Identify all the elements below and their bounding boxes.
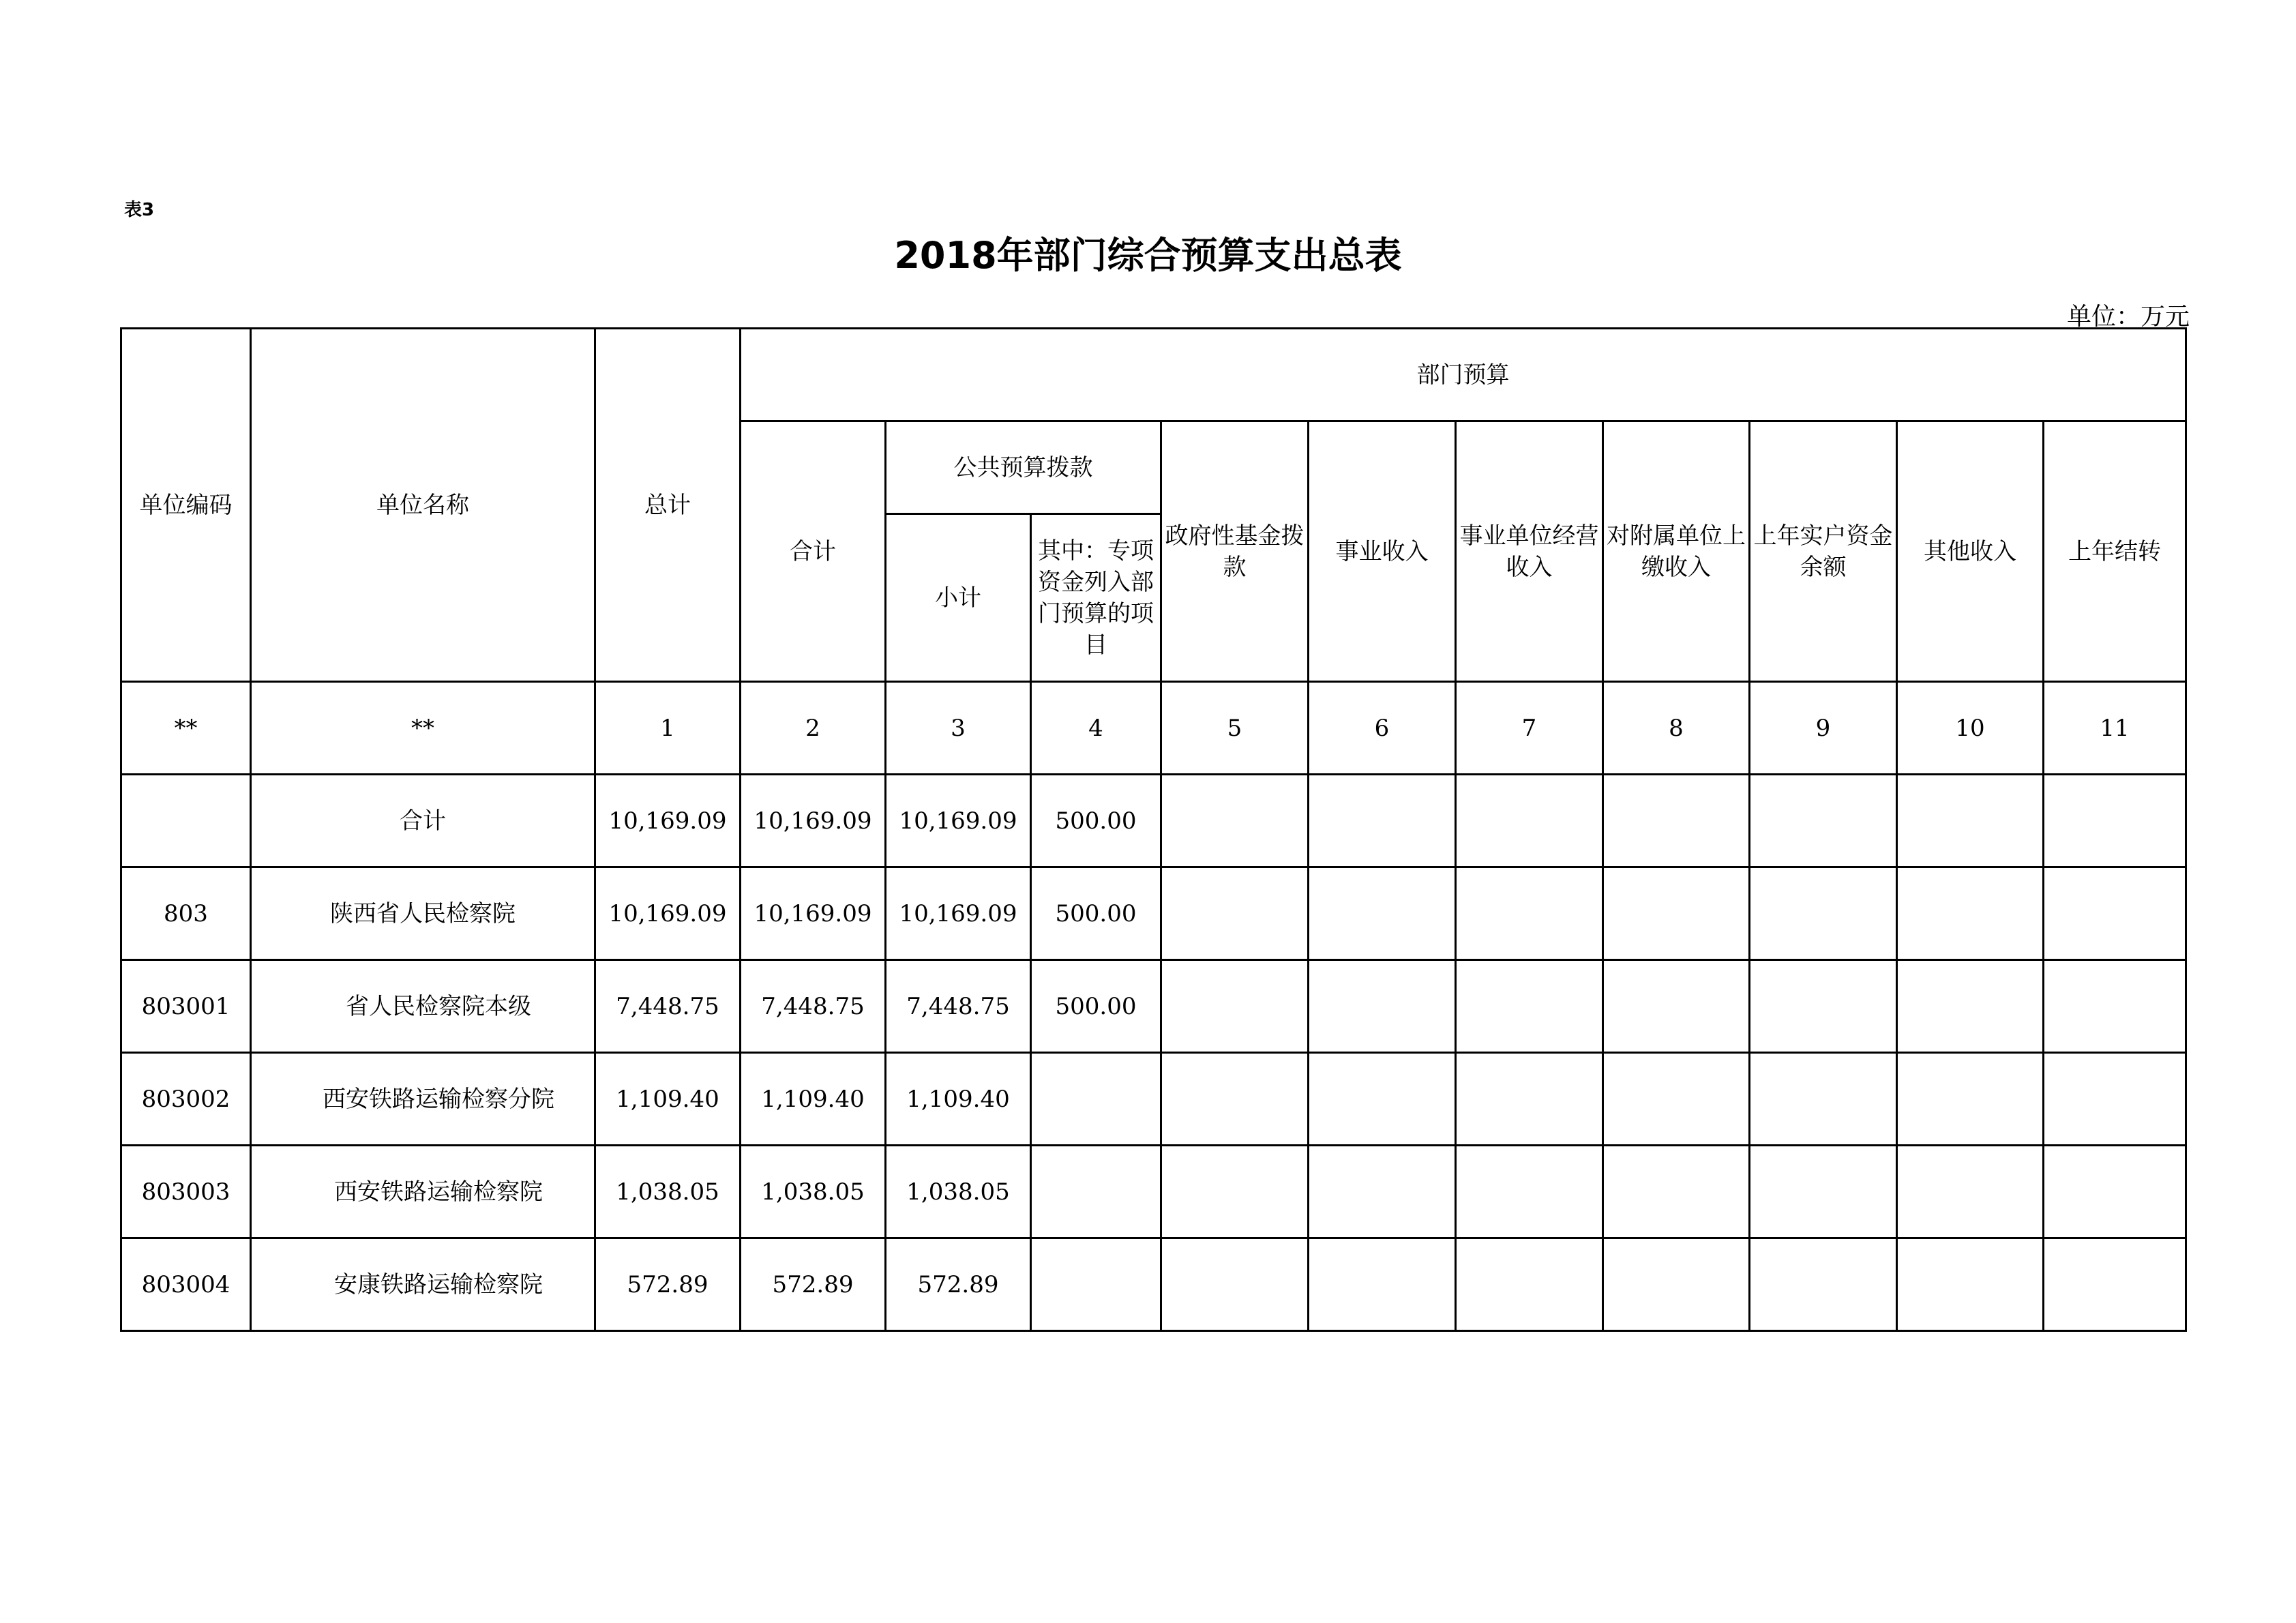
empty-cell <box>1897 1053 2044 1146</box>
header-other-income: 其他收入 <box>1897 421 2044 682</box>
empty-cell <box>1603 1238 1750 1331</box>
table-row <box>121 1238 2186 1331</box>
empty-cell <box>1309 775 1456 867</box>
empty-cell <box>1161 1238 1309 1331</box>
header-affiliated-income: 对附属单位上缴收入 <box>1603 421 1750 682</box>
small-total-value: 1,109.40 <box>886 1053 1031 1146</box>
header-carryover: 上年结转 <box>2044 421 2186 682</box>
header-subtotal: 合计 <box>741 421 886 682</box>
special-value: 500.00 <box>1031 775 1161 867</box>
unit-code: 803003 <box>121 1146 251 1238</box>
unit-name: 陕西省人民检察院 <box>251 867 595 960</box>
empty-cell <box>2044 960 2186 1053</box>
unit-code: 803001 <box>121 960 251 1053</box>
index-row <box>121 682 2186 775</box>
special-value: 500.00 <box>1031 960 1161 1053</box>
header-special-note: 其中：专项资金列入部门预算的项目 <box>1031 514 1161 682</box>
empty-cell <box>1603 1146 1750 1238</box>
table-row <box>121 1146 2186 1238</box>
header-small-total: 小计 <box>886 514 1031 682</box>
empty-cell <box>2044 1146 2186 1238</box>
empty-cell <box>1897 1238 2044 1331</box>
index-cell: 6 <box>1309 682 1456 775</box>
table-row <box>121 1053 2186 1146</box>
unit-name: 西安铁路运输检察分院 <box>251 1053 595 1146</box>
empty-cell <box>1309 1238 1456 1331</box>
empty-cell <box>1750 1146 1897 1238</box>
empty-cell <box>1897 775 2044 867</box>
empty-cell <box>1897 867 2044 960</box>
total-value: 1,038.05 <box>595 1146 741 1238</box>
empty-cell <box>2044 775 2186 867</box>
empty-cell <box>1161 1053 1309 1146</box>
total-value: 10,169.09 <box>595 867 741 960</box>
unit-code <box>121 775 251 867</box>
special-value <box>1031 1146 1161 1238</box>
header-row-1 <box>121 329 2186 421</box>
small-total-value: 1,038.05 <box>886 1146 1031 1238</box>
budget-table <box>120 327 2187 1332</box>
empty-cell <box>1456 1053 1603 1146</box>
unit-name: 安康铁路运输检察院 <box>251 1238 595 1331</box>
subtotal-value: 1,109.40 <box>741 1053 886 1146</box>
header-code: 单位编码 <box>121 329 251 682</box>
empty-cell <box>1603 867 1750 960</box>
table-label: 表3 <box>124 200 155 220</box>
empty-cell <box>1309 867 1456 960</box>
header-operating-income: 事业单位经营收入 <box>1456 421 1603 682</box>
unit-code: 803 <box>121 867 251 960</box>
empty-cell <box>1897 960 2044 1053</box>
index-cell: 3 <box>886 682 1031 775</box>
header-business-income: 事业收入 <box>1309 421 1456 682</box>
index-cell: 5 <box>1161 682 1309 775</box>
empty-cell <box>1603 775 1750 867</box>
table-row <box>121 775 2186 867</box>
index-cell: 8 <box>1603 682 1750 775</box>
total-value: 10,169.09 <box>595 775 741 867</box>
subtotal-value: 7,448.75 <box>741 960 886 1053</box>
subtotal-value: 1,038.05 <box>741 1146 886 1238</box>
unit-name: 合计 <box>251 775 595 867</box>
empty-cell <box>1750 775 1897 867</box>
index-cell: 10 <box>1897 682 2044 775</box>
empty-cell <box>1456 867 1603 960</box>
empty-cell <box>1750 1053 1897 1146</box>
table-row <box>121 960 2186 1053</box>
index-cell: ** <box>121 682 251 775</box>
page-title: 2018年部门综合预算支出总表 <box>894 234 1402 277</box>
header-gov-fund: 政府性基金拨款 <box>1161 421 1309 682</box>
empty-cell <box>2044 1053 2186 1146</box>
empty-cell <box>1750 867 1897 960</box>
index-cell: ** <box>251 682 595 775</box>
small-total-value: 572.89 <box>886 1238 1031 1331</box>
unit-label: 单位：万元 <box>2066 303 2190 331</box>
header-prev-balance: 上年实户资金余额 <box>1750 421 1897 682</box>
empty-cell <box>1603 960 1750 1053</box>
index-cell: 9 <box>1750 682 1897 775</box>
empty-cell <box>1161 867 1309 960</box>
empty-cell <box>1456 960 1603 1053</box>
empty-cell <box>1456 1146 1603 1238</box>
index-cell: 7 <box>1456 682 1603 775</box>
small-total-value: 10,169.09 <box>886 867 1031 960</box>
empty-cell <box>1161 1146 1309 1238</box>
empty-cell <box>2044 1238 2186 1331</box>
index-cell: 11 <box>2044 682 2186 775</box>
special-value <box>1031 1238 1161 1331</box>
subtotal-value: 10,169.09 <box>741 867 886 960</box>
empty-cell <box>1309 1146 1456 1238</box>
empty-cell <box>1897 1146 2044 1238</box>
empty-cell <box>1456 1238 1603 1331</box>
header-total: 总计 <box>595 329 741 682</box>
small-total-value: 10,169.09 <box>886 775 1031 867</box>
unit-code: 803002 <box>121 1053 251 1146</box>
empty-cell <box>1456 775 1603 867</box>
subtotal-value: 572.89 <box>741 1238 886 1331</box>
empty-cell <box>1309 1053 1456 1146</box>
subtotal-value: 10,169.09 <box>741 775 886 867</box>
empty-cell <box>1603 1053 1750 1146</box>
index-cell: 1 <box>595 682 741 775</box>
total-value: 7,448.75 <box>595 960 741 1053</box>
header-public-budget: 公共预算拨款 <box>886 421 1161 514</box>
special-value: 500.00 <box>1031 867 1161 960</box>
total-value: 1,109.40 <box>595 1053 741 1146</box>
index-cell: 4 <box>1031 682 1161 775</box>
empty-cell <box>1750 1238 1897 1331</box>
small-total-value: 7,448.75 <box>886 960 1031 1053</box>
empty-cell <box>2044 867 2186 960</box>
empty-cell <box>1750 960 1897 1053</box>
unit-name: 省人民检察院本级 <box>251 960 595 1053</box>
total-value: 572.89 <box>595 1238 741 1331</box>
special-value <box>1031 1053 1161 1146</box>
header-dept-budget: 部门预算 <box>741 329 2186 421</box>
header-name: 单位名称 <box>251 329 595 682</box>
unit-name: 西安铁路运输检察院 <box>251 1146 595 1238</box>
index-cell: 2 <box>741 682 886 775</box>
empty-cell <box>1161 775 1309 867</box>
unit-code: 803004 <box>121 1238 251 1331</box>
empty-cell <box>1161 960 1309 1053</box>
empty-cell <box>1309 960 1456 1053</box>
table-row <box>121 867 2186 960</box>
